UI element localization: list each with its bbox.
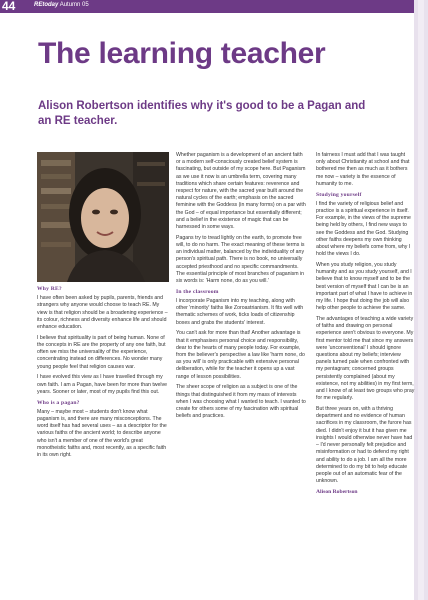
paragraph: Pagans try to tread lightly on the earth, to promote free will, to do no harm. The exact meaning of these terms is an individual matter, balanced by the individuality of any person's spiritual path. There is no book, no universally accepted priesthood and no specific commandments. The essential principle of most branches of paganism in six words is: 'Harm none, do as you will.': [176, 234, 305, 285]
heading-who-is-pagan: Who is a pagan?: [37, 399, 80, 406]
paragraph: I incorporate Paganism into my teaching, along with other 'minority' faiths like Zoroastrianism. It fits well with thematic schemes of work, ticks loads of citizenship boxes and grabs the students' interest.: [176, 298, 304, 326]
paragraph: When you study religion, you study humanity and as you study yourself, and I believe that to know myself and to be the best version of myself that I can be is an important part of what I have to achieve in my life. I hope that doing the job will also help other people to achieve the same.: [316, 262, 413, 312]
magazine-name: REtoday: [34, 2, 59, 8]
paragraph: The sheer scope of religion as a subject is one of the things that distinguished it from my mass of interests when I was choosing what I wanted to teach. I wanted to create for others some of my fascination with spiritual beliefs and practices.: [176, 384, 306, 420]
author-photo: [37, 152, 169, 282]
right-margin-bar: [414, 0, 428, 600]
heading-studying-yourself: Studying yourself: [316, 191, 362, 198]
page-number: 44: [2, 0, 16, 13]
article-title: The learning teacher: [38, 37, 326, 70]
paragraph: In fairness I must add that I was taught only about Christianity at school and that bothered me then as much as it bothers me now – variety is the essence of humanity to me.: [316, 152, 410, 187]
paragraph: I have often been asked by pupils, parents, friends and strangers why anyone would choose to teach RE. My view is that religion should be a broadening experience – its colour, richness and diversity enhance life and should enhance education.: [37, 295, 168, 331]
author-photo-image: [37, 152, 169, 282]
paragraph: I believe that spirituality is part of being human. None of the concepts in RE are the property of any one faith, but often we miss the universality of the experience, concentrating instead on differences. No wonder many young people feel that religion causes war.: [37, 334, 166, 370]
paragraph: I have evolved this view as I have travelled through my own faith. I am a Pagan, have been for more than twelve years. Sooner or later, most of my pupils find this out.: [37, 374, 168, 395]
heading-why-re: Why RE?: [37, 286, 62, 292]
heading-in-the-classroom: In the classroom: [176, 288, 219, 295]
paragraph: You can't ask for more than that! Another advantage is that it emphasises personal choice and responsibility, dear to the hearts of many people today. For example, from the believer's perspective a law like 'harm none, do as you will' is only practicable with extensive personal deliberation, while for the teacher it opens up a vast range of lesson possibilities.: [176, 330, 305, 380]
paragraph: But three years on, with a thriving department and no evidence of human sacrifices in my classroom, the furore has died. I didn't enjoy it but it has given me insights I would otherwise never have had – I'd never personally felt prejudice and misinformation or had to defend my right and ability to do a job. I am all the more determined to do my bit to help educate people out of an automatic fear of the unknown.: [316, 406, 413, 485]
header-bar: [0, 0, 428, 13]
paragraph: Whether paganism is a development of an ancient faith or a modern self-consciously created belief system is fascinating, but outside of my scope here. But Paganism as we use it now is an umbrella term, covering many traditions which share certain features: reverence and respect for nature, with the sacred year built around the natural cycles of the earth; emphasis on the sacred feminine with the Goddess (in many forms) on a par with the God – of equal importance but essentially different; and a belief in the existence of magic that can be harnessed in some ways.: [176, 152, 306, 231]
paragraph: I find the variety of religious belief and practice is a spiritual experience in itself. For example, in the views of the supreme being held by others, I find new ways to see the Goddess and the God. Studying other faiths deepens my own thinking about where my beliefs come from, why I hold the views I do.: [316, 200, 411, 258]
issue-label: Autumn 05: [59, 2, 89, 8]
magazine-issue: [34, 2, 89, 8]
right-margin-inner: [418, 0, 424, 600]
article-subtitle: Alison Robertson identifies why it's good to be a Pagan and an RE teacher.: [38, 100, 366, 127]
column-3: [316, 152, 416, 496]
paragraph: Many – maybe most – students don't know what paganism is, and there are many misconceptions. The word itself has had several uses – as a descriptor for the various faiths of the ancient world; to describe anyone who isn't a member of one of the world's great monotheistic faiths and, most recently, as a specific faith in its own right.: [37, 408, 167, 459]
author-signature: Alison Robertson: [316, 488, 358, 495]
column-2: [176, 152, 307, 424]
column-1: [37, 283, 168, 463]
paragraph: The advantages of teaching a wide variety of faiths and drawing on personal experience aren't obvious to everyone. My first mentor told me that since my answers were 'unconventional' I should ignore questions about my beliefs; interview panels turned pale when confronted with my pentagram; concerned groups persistently complained (about my existence, not my abilities) in my first term, and I know of at least two groups who pray for me regularly.: [316, 316, 415, 402]
